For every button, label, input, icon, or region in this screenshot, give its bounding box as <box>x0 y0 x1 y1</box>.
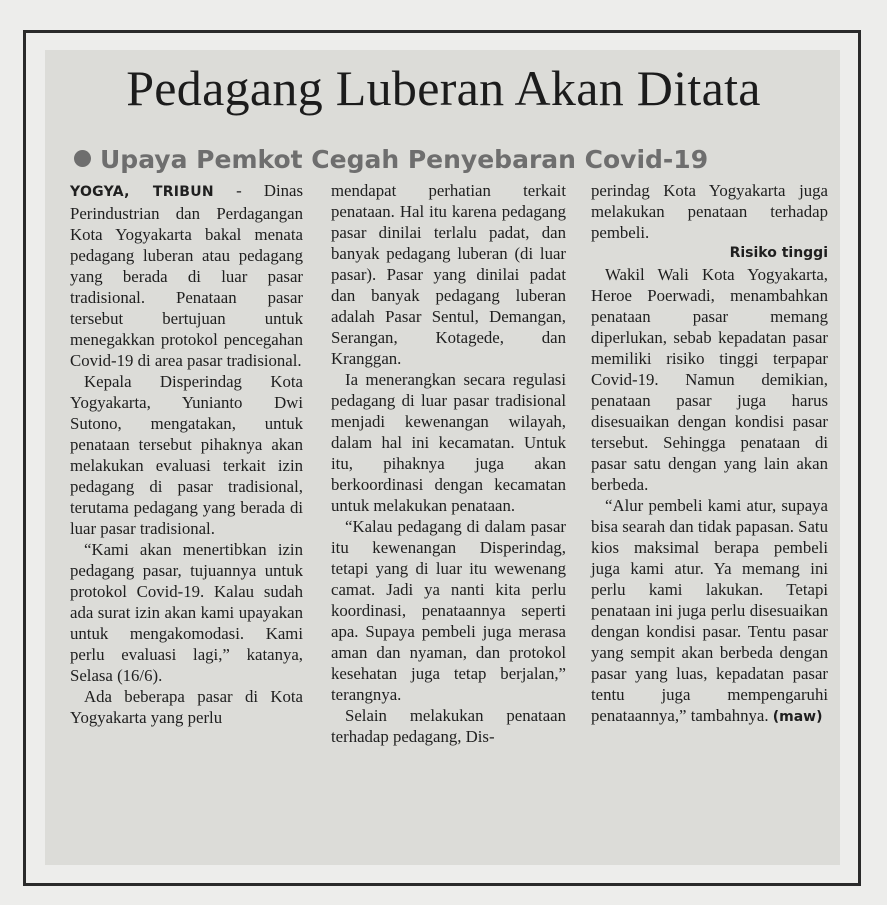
bullet-icon <box>74 150 91 167</box>
paragraph-text: “Alur pembeli kami atur, supaya bisa searah dan tidak papasan. Satu kios maksimal berapa pembeli juga kami atur. Ya memang ini perlu kami lakukan. Tetapi penataan ini juga perlu disesuaikan dengan kondisi pasar. Tentu pasar yang sempit akan berbeda dengan pasar yang luas, kepadatan pasar tentu juga mempengaruhi penataannya,” tambahnya. <box>591 496 828 725</box>
paragraph: Kepala Disperindag Kota Yogyakarta, Yunianto Dwi Sutono, mengatakan, untuk penataan tersebut pihaknya akan melakukan evaluasi terkait izin pedagang di pasar tradisional, terutama pedagang yang berada di luar pasar tradisional. <box>70 372 303 538</box>
paragraph: Wakil Wali Kota Yogyakarta, Heroe Poerwadi, menambahkan penataan pasar memang diperlukan, sebab kepadatan pasar memiliki risiko tinggi terpapar Covid-19. Namun demikian, penataan pasar juga harus disesuaikan dengan kondisi pasar tersebut. Sehingga penataan di pasar satu dengan yang lain akan berbeda. <box>591 265 828 494</box>
paragraph: Selain melakukan penataan terhadap pedagang, Dis- <box>331 706 566 746</box>
article-column-3 <box>591 180 828 728</box>
paragraph <box>70 180 303 371</box>
paragraph <box>591 495 828 728</box>
article-column-1 <box>70 180 303 728</box>
paragraph-text: - Dinas Perindustrian dan Perdagangan Kota Yogyakarta bakal menata pedagang luberan atau pedagang yang berada di luar pasar tradisional. Penataan pasar tersebut bertujuan untuk menegakkan protokol pencegahan Covid-19 di area pasar tradisional. <box>70 181 303 370</box>
section-subheading: Risiko tinggi <box>729 245 828 261</box>
subheadline <box>74 140 708 180</box>
paragraph: Ia menerangkan secara regulasi pedagang di luar pasar tradisional menjadi kewenangan wilayah, dalam hal ini kecamatan. Untuk itu, pihaknya juga akan berkoordinasi dengan kecamatan untuk melakukan penataan. <box>331 370 566 515</box>
subheadline-text: Upaya Pemkot Cegah Penyebaran Covid-19 <box>100 145 709 174</box>
paragraph: “Kami akan menertibkan izin pedagang pasar, tujuannya untuk protokol Covid-19. Kalau sudah ada surat izin akan kami upayakan untuk mengakomodasi. Kami perlu evaluasi lagi,” katanya, Selasa (16/6). <box>70 540 303 685</box>
dateline: YOGYA, TRIBUN <box>70 184 214 200</box>
paragraph: mendapat perhatian terkait penataan. Hal itu karena pedagang pasar dinilai terlalu padat, dan banyak pedagang luberan (di luar pasar). Pasar yang dinilai padat dan banyak pedagang luberan adalah Pasar Sentul, Demangan, Serangan, Kotagede, dan Kranggan. <box>331 181 566 368</box>
paragraph: “Kalau pedagang di dalam pasar itu kewenangan Disperindag, tetapi yang di luar itu wewenang camat. Jadi ya nanti kita perlu koordinasi, penataannya seperti apa. Supaya pembeli juga merasa aman dan nyaman, dan protokol kesehatan juga tetap berjalan,” terangnya. <box>331 517 566 704</box>
paragraph: perindag Kota Yogyakarta juga melakukan penataan terhadap pembeli. <box>591 181 828 242</box>
article-column-2 <box>331 180 566 747</box>
headline: Pedagang Luberan Akan Ditata <box>126 60 761 116</box>
paragraph: Ada beberapa pasar di Kota Yogyakarta yang perlu <box>70 687 303 727</box>
byline: (maw) <box>772 709 823 725</box>
